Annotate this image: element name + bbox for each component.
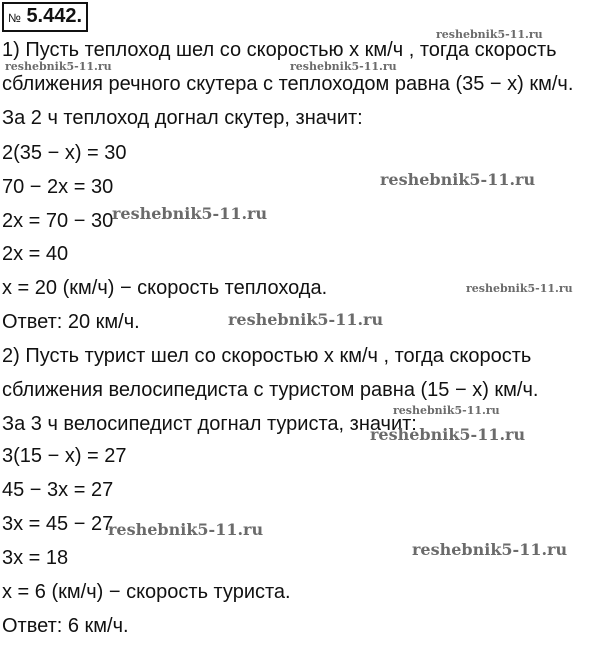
- solution-line-9: 2) Пусть турист шел со скоростью x км/ч , тогда скорость: [2, 345, 532, 367]
- watermark: reshebnik5-11.ru: [5, 60, 112, 73]
- watermark: reshebnik5-11.ru: [412, 540, 568, 559]
- problem-number-box: [2, 2, 88, 32]
- watermark: reshebnik5-11.ru: [380, 170, 536, 189]
- problem-number: 5.442.: [26, 5, 83, 27]
- solution-line-6: 2x = 70 − 30: [2, 210, 114, 232]
- solution-line-7: 2x = 40: [2, 243, 69, 265]
- solution-line-8: x = 20 (км/ч) − скорость теплохода.: [2, 277, 328, 299]
- solution-line-12: 3(15 − x) = 27: [2, 445, 127, 467]
- solution-line-13: 45 − 3x = 27: [2, 479, 114, 501]
- solution-line-1: 1) Пусть теплоход шел со скоростью x км/ч , тогда скорость: [2, 39, 557, 61]
- solution-line-5: 70 − 2x = 30: [2, 176, 114, 198]
- watermark: reshebnik5-11.ru: [370, 425, 526, 444]
- watermark: reshebnik5-11.ru: [112, 204, 268, 223]
- solution-line-15: 3x = 18: [2, 547, 69, 569]
- watermark: reshebnik5-11.ru: [108, 520, 264, 539]
- number-sign: №: [8, 11, 21, 25]
- solution-line-11: За 3 ч велосипедист догнал туриста, значит:: [2, 413, 417, 435]
- watermark: reshebnik5-11.ru: [436, 28, 543, 41]
- solution-line-14: 3x = 45 − 27: [2, 513, 114, 535]
- answer-line-2: Ответ: 6 км/ч.: [2, 615, 129, 637]
- watermark: reshebnik5-11.ru: [393, 404, 500, 417]
- watermark: reshebnik5-11.ru: [290, 60, 397, 73]
- answer-line-1: Ответ: 20 км/ч.: [2, 311, 140, 333]
- solution-line-2: сближения речного скутера с теплоходом равна (35 − x) км/ч.: [2, 73, 574, 95]
- solution-line-3: За 2 ч теплоход догнал скутер, значит:: [2, 107, 363, 129]
- watermark: reshebnik5-11.ru: [228, 310, 384, 329]
- solution-line-4: 2(35 − x) = 30: [2, 142, 127, 164]
- solution-line-10: сближения велосипедиста с туристом равна (15 − x) км/ч.: [2, 379, 539, 401]
- solution-line-16: x = 6 (км/ч) − скорость туриста.: [2, 581, 291, 603]
- watermark: reshebnik5-11.ru: [466, 282, 573, 295]
